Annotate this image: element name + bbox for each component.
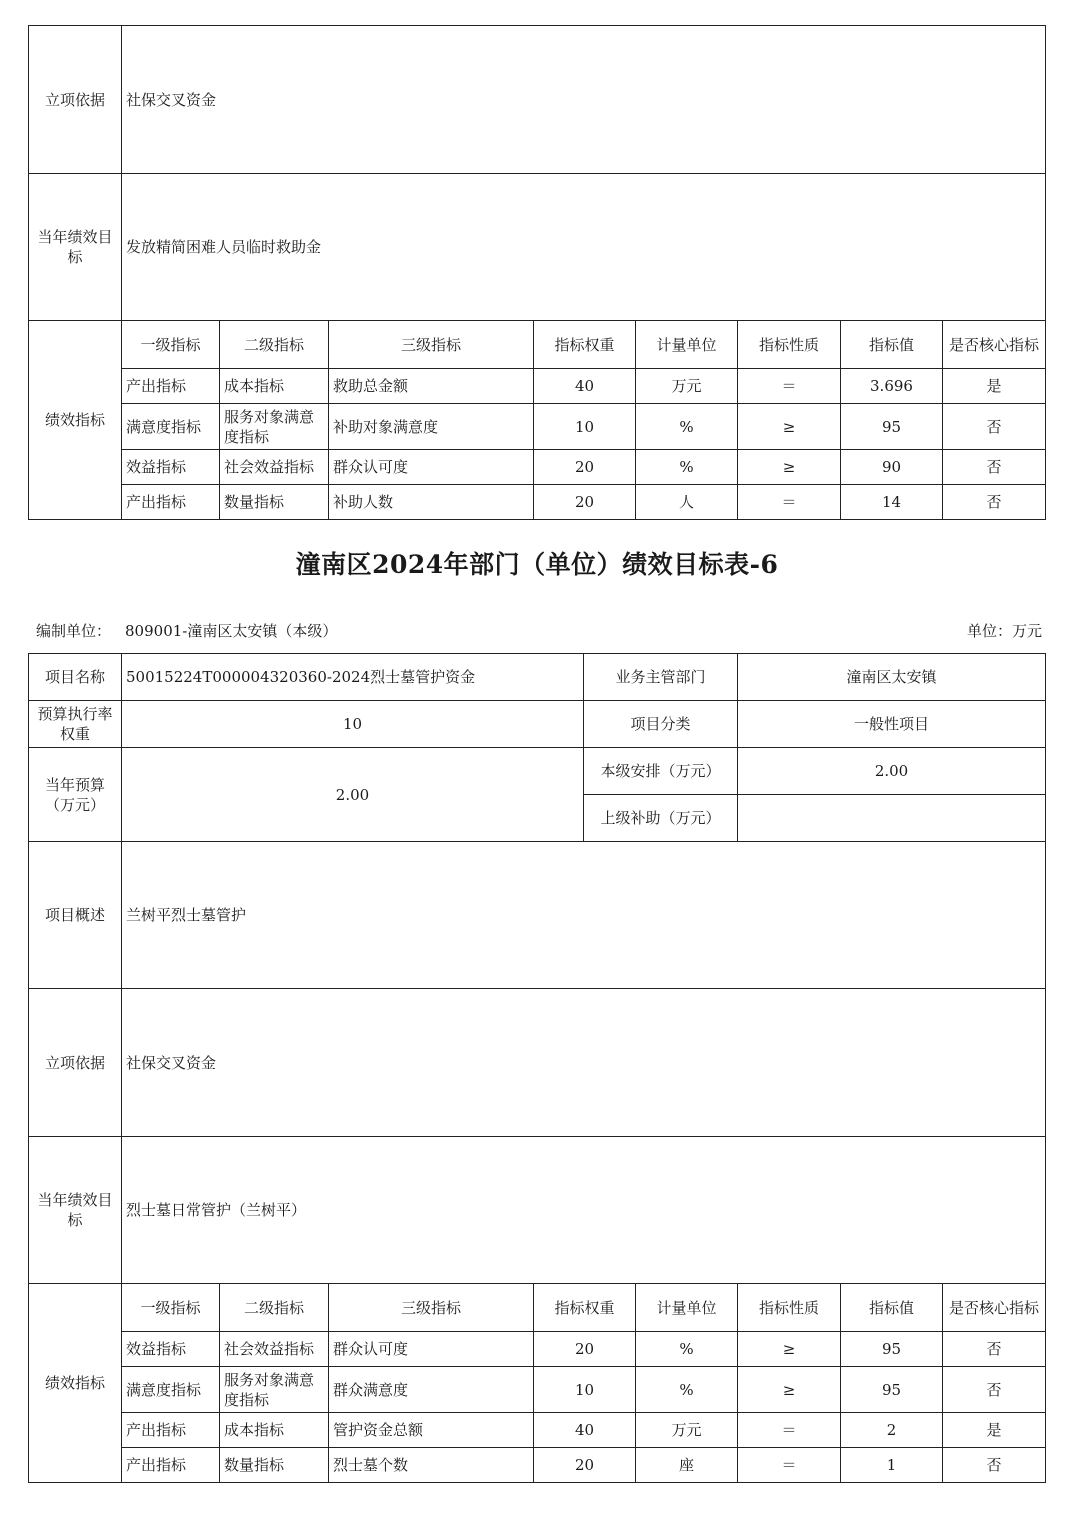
header-cell: 计量单位 <box>636 1284 738 1332</box>
core-cell: 否 <box>943 1332 1046 1367</box>
dept-value: 潼南区太安镇 <box>738 654 1046 701</box>
core-cell: 否 <box>943 1448 1046 1483</box>
unit-cell: 座 <box>636 1448 738 1483</box>
value-cell: 95 <box>841 404 943 450</box>
header-cell: 指标权重 <box>534 321 636 369</box>
unit-cell: 人 <box>636 485 738 520</box>
level2-cell: 服务对象满意度指标 <box>220 404 329 450</box>
level1-cell: 产出指标 <box>122 369 220 404</box>
header-cell: 三级指标 <box>329 321 534 369</box>
budget-value: 2.00 <box>122 748 584 842</box>
level1-cell: 产出指标 <box>122 1448 220 1483</box>
value-cell: 3.696 <box>841 369 943 404</box>
core-cell: 是 <box>943 369 1046 404</box>
unit-info: 单位：万元 <box>966 622 1042 640</box>
level3-cell: 群众满意度 <box>329 1367 534 1413</box>
local-label: 本级安排（万元） <box>584 748 738 795</box>
unit-cell: % <box>636 1332 738 1367</box>
level2-cell: 社会效益指标 <box>220 1332 329 1367</box>
goal-value: 烈士墓日常管护（兰树平） <box>122 1137 1046 1284</box>
header-cell: 一级指标 <box>122 321 220 369</box>
core-cell: 否 <box>943 404 1046 450</box>
prev-project-table <box>28 25 1046 520</box>
level2-cell: 成本指标 <box>220 1413 329 1448</box>
level3-cell: 管护资金总额 <box>329 1413 534 1448</box>
rate-value: 10 <box>122 701 584 748</box>
value-cell: 95 <box>841 1332 943 1367</box>
unit-cell: % <box>636 450 738 485</box>
overview-label: 项目概述 <box>29 842 122 989</box>
header-cell: 指标权重 <box>534 1284 636 1332</box>
basis-value: 社保交叉资金 <box>122 26 1046 174</box>
basis-label: 立项依据 <box>29 989 122 1137</box>
unit-cell: % <box>636 1367 738 1413</box>
weight-cell: 20 <box>534 1448 636 1483</box>
budget-label: 当年预算（万元） <box>29 748 122 842</box>
goal-value: 发放精简困难人员临时救助金 <box>122 174 1046 321</box>
value-cell: 14 <box>841 485 943 520</box>
goal-label: 当年绩效目标 <box>29 1137 122 1284</box>
org-value: 809001-潼南区太安镇（本级） <box>125 622 338 640</box>
upper-label: 上级补助（万元） <box>584 795 738 842</box>
header-cell: 是否核心指标 <box>943 1284 1046 1332</box>
nature-cell: ≥ <box>738 450 841 485</box>
table-row <box>29 404 1046 450</box>
header-cell: 计量单位 <box>636 321 738 369</box>
weight-cell: 20 <box>534 1332 636 1367</box>
basis-label: 立项依据 <box>29 26 122 174</box>
header-cell: 指标值 <box>841 1284 943 1332</box>
table-row <box>29 1448 1046 1483</box>
level3-cell: 群众认可度 <box>329 1332 534 1367</box>
overview-value: 兰树平烈士墓管护 <box>122 842 1046 989</box>
level1-cell: 产出指标 <box>122 1413 220 1448</box>
dept-label: 业务主管部门 <box>584 654 738 701</box>
header-cell: 是否核心指标 <box>943 321 1046 369</box>
goal-label: 当年绩效目标 <box>29 174 122 321</box>
level3-cell: 救助总金额 <box>329 369 534 404</box>
header-cell: 指标性质 <box>738 1284 841 1332</box>
header-cell: 二级指标 <box>220 1284 329 1332</box>
core-cell: 否 <box>943 485 1046 520</box>
rate-label: 预算执行率权重 <box>29 701 122 748</box>
level3-cell: 补助人数 <box>329 485 534 520</box>
level2-cell: 社会效益指标 <box>220 450 329 485</box>
table-row <box>29 450 1046 485</box>
header-cell: 指标值 <box>841 321 943 369</box>
local-value: 2.00 <box>738 748 1046 795</box>
nature-cell: ＝ <box>738 1448 841 1483</box>
header-cell: 三级指标 <box>329 1284 534 1332</box>
value-cell: 1 <box>841 1448 943 1483</box>
value-cell: 2 <box>841 1413 943 1448</box>
table-row <box>29 1367 1046 1413</box>
project-name-label: 项目名称 <box>29 654 122 701</box>
unit-cell: 万元 <box>636 1413 738 1448</box>
level1-cell: 效益指标 <box>122 450 220 485</box>
level2-cell: 数量指标 <box>220 485 329 520</box>
nature-cell: ＝ <box>738 369 841 404</box>
header-cell: 指标性质 <box>738 321 841 369</box>
nature-cell: ≥ <box>738 404 841 450</box>
level3-cell: 群众认可度 <box>329 450 534 485</box>
weight-cell: 40 <box>534 1413 636 1448</box>
upper-value <box>738 795 1046 842</box>
core-cell: 否 <box>943 450 1046 485</box>
unit-cell: 万元 <box>636 369 738 404</box>
project-table-body <box>28 653 1046 1483</box>
page-title: 潼南区2024年部门（单位）绩效目标表-6 <box>295 550 779 579</box>
level2-cell: 服务对象满意度指标 <box>220 1367 329 1413</box>
table-row <box>29 1332 1046 1367</box>
nature-cell: ＝ <box>738 1413 841 1448</box>
header-cell: 二级指标 <box>220 321 329 369</box>
table-row <box>29 485 1046 520</box>
level1-cell: 满意度指标 <box>122 404 220 450</box>
table-row <box>29 1413 1046 1448</box>
weight-cell: 20 <box>534 485 636 520</box>
header-cell: 一级指标 <box>122 1284 220 1332</box>
weight-cell: 40 <box>534 369 636 404</box>
level1-cell: 产出指标 <box>122 485 220 520</box>
level1-cell: 满意度指标 <box>122 1367 220 1413</box>
org-info <box>36 620 351 641</box>
level2-cell: 成本指标 <box>220 369 329 404</box>
unit-cell: % <box>636 404 738 450</box>
table-row <box>29 369 1046 404</box>
project-name-value: 50015224T000004320360-2024烈士墓管护资金 <box>122 654 584 701</box>
core-cell: 是 <box>943 1413 1046 1448</box>
nature-cell: ＝ <box>738 485 841 520</box>
value-cell: 95 <box>841 1367 943 1413</box>
core-cell: 否 <box>943 1367 1046 1413</box>
weight-cell: 20 <box>534 450 636 485</box>
nature-cell: ≥ <box>738 1332 841 1367</box>
org-label: 编制单位： <box>36 622 112 640</box>
nature-cell: ≥ <box>738 1367 841 1413</box>
value-cell: 90 <box>841 450 943 485</box>
category-value: 一般性项目 <box>738 701 1046 748</box>
level3-cell: 烈士墓个数 <box>329 1448 534 1483</box>
category-label: 项目分类 <box>584 701 738 748</box>
indicators-label: 绩效指标 <box>29 1284 122 1483</box>
level1-cell: 效益指标 <box>122 1332 220 1367</box>
weight-cell: 10 <box>534 404 636 450</box>
level3-cell: 补助对象满意度 <box>329 404 534 450</box>
basis-value: 社保交叉资金 <box>122 989 1046 1137</box>
weight-cell: 10 <box>534 1367 636 1413</box>
indicators-label: 绩效指标 <box>29 321 122 520</box>
level2-cell: 数量指标 <box>220 1448 329 1483</box>
